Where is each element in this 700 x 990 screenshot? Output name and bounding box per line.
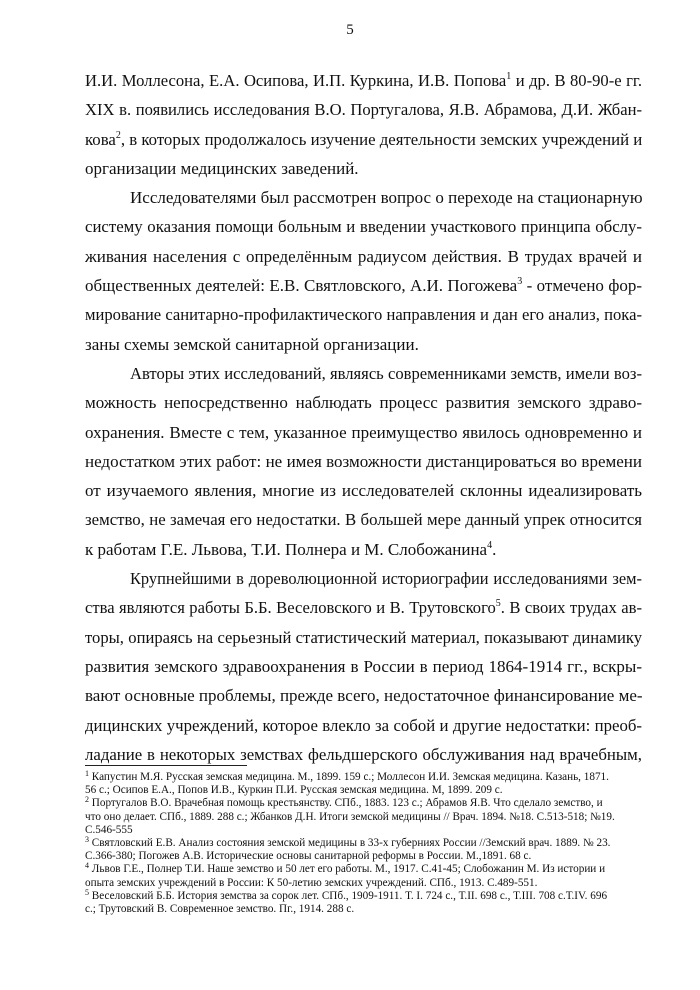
footnote-text: Капустин М.Я. Русская земская медицина. М., 1899. 159 с.; Моллесон И.И. Земская медицина. Казань, 1871. — [89, 771, 609, 783]
text-segment: , в которых продолжалось изучение деятельности земских учреждений и — [120, 129, 643, 149]
footnote-ref: 3 — [517, 276, 523, 288]
footnote-line — [85, 824, 645, 837]
text-line — [85, 447, 642, 476]
text-line — [85, 505, 642, 534]
footnote-line — [85, 850, 645, 863]
footnote-text: 56 с.; Осипов Е.А., Попов И.В., Куркин П.И. Русская земская медицина. М, 1899. 209 с. — [85, 784, 503, 797]
text-segment: недостатком этих работ: не имея возможности дистанцироваться во времени — [85, 451, 642, 471]
text-line — [85, 418, 642, 447]
text-line — [85, 652, 642, 681]
footnote-number: 4 — [85, 861, 89, 871]
footnote-line — [85, 903, 645, 916]
text-segment: . — [492, 539, 497, 559]
footnote-divider — [85, 765, 247, 766]
text-segment: можность непосредственно наблюдать процесс развития земского здраво- — [85, 393, 642, 413]
text-line — [85, 564, 642, 593]
footnote-line — [85, 834, 645, 850]
text-segment: к работам Г.Е. Львова, Т.И. Полнера и М. Слобожанина — [85, 539, 488, 559]
text-segment: заны схемы земской санитарной организации. — [85, 334, 419, 354]
footnote-number: 1 — [85, 769, 89, 778]
footnote-ref: 5 — [495, 598, 501, 610]
text-line — [85, 125, 642, 154]
text-line — [85, 476, 642, 505]
body-text — [85, 66, 642, 769]
text-segment: мирование санитарно-профилактического направления и дан его анализ, пока- — [85, 305, 642, 325]
footnote-line — [85, 863, 645, 876]
footnote-line — [85, 811, 645, 824]
text-line — [85, 300, 642, 329]
footnote-ref: 2 — [115, 129, 121, 141]
text-segment: развития земского здравоохранения в России в период 1864-1914 гг., вскры- — [85, 656, 642, 676]
text-line — [85, 271, 642, 300]
text-segment: ладание в некоторых земствах фельдшерского обслуживания над врачебным, — [85, 744, 642, 764]
footnote-line — [85, 887, 645, 903]
text-segment: и др. В 80-90-е гг. — [511, 71, 642, 90]
footnote-line — [85, 771, 645, 784]
footnote-text: С.366-380; Погожев А.В. Исторические основы санитарной реформы в России. М.,1891. 68 с. — [85, 850, 532, 863]
text-line — [85, 388, 642, 417]
text-line — [85, 681, 642, 710]
footnote-text: Святловский Е.В. Анализ состояния земской медицины в 33-х губерниях России //Земский врач. 1889. № 23. — [89, 836, 611, 849]
text-line — [85, 212, 642, 241]
text-segment: живания населения с определённым радиусом действия. В трудах врачей и — [85, 246, 642, 266]
text-line — [85, 593, 642, 622]
text-line — [85, 330, 642, 359]
text-line — [85, 66, 642, 95]
text-line — [85, 183, 642, 212]
page-number: 5 — [346, 22, 354, 38]
text-segment: охранения. Вместе с тем, указанное преимущество явилось одновременно и — [85, 422, 642, 442]
footnote-text: Португалов В.О. Врачебная помощь крестьянству. СПб., 1883. 123 с.; Абрамов Я.В. Что сделало земство, и — [89, 797, 603, 810]
footnote-line — [85, 877, 645, 890]
text-segment: дицинских учреждений, которое влекло за собой и другие недостатки: преоб- — [85, 715, 642, 735]
text-line — [85, 711, 642, 740]
footnote-line — [85, 797, 645, 810]
footnote-ref: 1 — [506, 71, 512, 82]
text-line — [85, 535, 642, 564]
text-segment: кова — [85, 129, 116, 149]
footnote-number: 5 — [85, 887, 89, 897]
footnote-text: опыта земских учреждений в России: К 50-летию земских учреждений. СПб., 1913. С.489-551. — [85, 876, 538, 889]
text-segment: систему оказания помощи больным и введении участкового принципа обслу- — [85, 217, 642, 237]
text-segment: от изучаемого явления, многие из исследователей склонны идеализировать — [85, 481, 642, 501]
text-segment: общественных деятелей: Е.В. Святловского, А.И. Погожева — [85, 276, 518, 296]
text-line — [85, 623, 642, 652]
footnote-line — [85, 784, 645, 797]
text-segment: Исследователями был рассмотрен вопрос о переходе на стационарную — [130, 188, 643, 208]
text-segment: торы, опираясь на серьезный статистический материал, показывают динамику — [85, 627, 642, 647]
footnote-ref: 4 — [487, 539, 493, 551]
footnotes — [85, 771, 645, 916]
text-segment: И.И. Моллесона, Е.А. Осипова, И.П. Куркина, И.В. Попова — [85, 71, 507, 90]
footnote-text: с.; Трутовский В. Современное земство. Пг., 1914. 288 с. — [85, 902, 355, 915]
text-line — [85, 359, 642, 388]
text-segment: . В своих трудах ав- — [500, 598, 642, 618]
footnote-number: 3 — [85, 834, 89, 844]
text-segment: Крупнейшими в дореволюционной историографии исследованиями зем- — [130, 569, 642, 589]
footnote-text: Львов Г.Е., Полнер Т.И. Наше земство и 50 лет его работы. М., 1917. С.41-45; Слобожанин М. Из истории и — [89, 863, 606, 876]
text-segment: ства являются работы Б.Б. Веселовского и В. Трутовского — [85, 598, 496, 618]
text-line — [85, 95, 642, 124]
text-segment: - отмечено фор- — [522, 276, 642, 296]
footnote-text: Веселовский Б.Б. История земства за сорок лет. СПб., 1909-1911. Т. I. 724 с., Т.II. 698 с., Т.III. 708 с.Т.IV. 696 — [89, 889, 608, 902]
text-segment: вают основные проблемы, прежде всего, недостаточное финансирование ме- — [85, 686, 643, 706]
text-segment: организации медицинских заведений. — [85, 158, 359, 178]
text-segment: XIX в. появились исследования В.О. Португалова, Я.В. Абрамова, Д.И. Жбан- — [85, 100, 642, 120]
text-segment: земство, не замечая его недостатки. В большей мере данный упрек относится — [85, 510, 642, 530]
text-segment: Авторы этих исследований, являясь современниками земств, имели воз- — [130, 363, 642, 383]
text-line — [85, 242, 642, 271]
text-line — [85, 154, 642, 183]
footnote-number: 2 — [85, 795, 89, 805]
footnote-text: С.546-555 — [85, 823, 133, 836]
footnote-text: что оно делает. СПб., 1889. 288 с.; Жбанков Д.Н. Итоги земской медицины // Врач. 1894. №18. С.513-518; №19. — [85, 810, 615, 823]
